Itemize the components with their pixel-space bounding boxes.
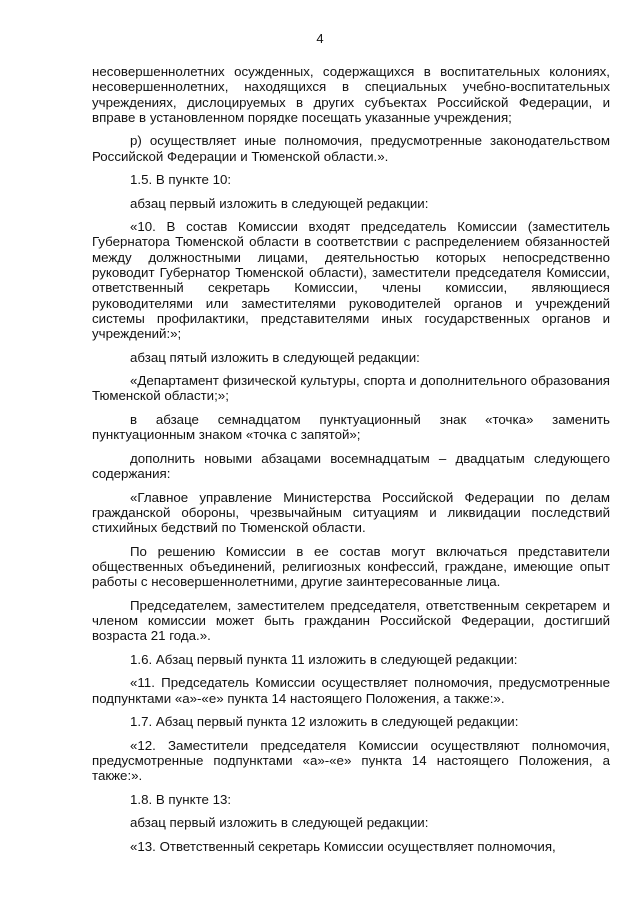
paragraph-commission-members: По решению Комиссии в ее состав могут включаться представители общественных объединений, религиозных конфессий, граждане, имеющие опыт работы с несовершеннолетними, другие заинтересованные лица. [92, 543, 610, 590]
paragraph-subitem-r: р) осуществляет иные полномочия, предусмотренные законодательством Российской Федерации и Тюменской области.». [92, 133, 610, 164]
paragraph-item-1-8: 1.8. В пункте 13: [130, 791, 232, 807]
paragraph-point-12: «12. Заместители председателя Комиссии осуществляют полномочия, предусмотренные подпунктами «а»-«е» пункта 14 настоящего Положения, а также:». [92, 737, 610, 784]
paragraph-instruction: абзац первый изложить в следующей редакции: [130, 195, 429, 211]
paragraph-main-directorate: «Главное управление Министерства Российской Федерации по делам гражданской обороны, чрезвычайным ситуациям и ликвидации последствий стихийных бедствий по Тюменской области. [92, 489, 610, 536]
paragraph-instruction: в абзаце семнадцатом пунктуационный знак «точка» заменить пунктуационным знаком «точка с запятой»; [92, 411, 610, 443]
document-body [92, 64, 610, 862]
paragraph-instruction: абзац первый изложить в следующей редакции: [130, 815, 429, 831]
paragraph-continuation: несовершеннолетних осужденных, содержащихся в воспитательных колониях, несовершеннолетних, находящихся в специальных учебно-воспитательных учреждениях, дислоцируемых в других субъектах Российской Федерации, и вправе в установленном порядке посещать указанные учреждения; [92, 64, 610, 125]
paragraph-point-13: «13. Ответственный секретарь Комиссии осуществляет полномочия, [130, 838, 556, 854]
paragraph-item-1-7: 1.7. Абзац первый пункта 12 изложить в следующей редакции: [130, 714, 519, 730]
paragraph-department: «Департамент физической культуры, спорта и дополнительного образования Тюменской области;»; [92, 373, 610, 404]
paragraph-instruction: абзац пятый изложить в следующей редакции: [130, 349, 420, 365]
paragraph-instruction: дополнить новыми абзацами восемнадцатым – двадцатым следующего содержания: [92, 450, 610, 482]
paragraph-item-1-6: 1.6. Абзац первый пункта 11 изложить в следующей редакции: [130, 651, 518, 667]
paragraph-point-10: «10. В состав Комиссии входят председатель Комиссии (заместитель Губернатора Тюменской области в соответствии с распределением обязанностей между должностными лицами, деятельностью которых непосредственно руководит Губернатор Тюменской области), заместители председателя Комиссии, ответственный секретарь Комиссии, члены комиссии, являющиеся руководителями или заместителями руководителей органов и учреждений системы профилактики, представителями иных государственных органов и учреждений:»; [92, 219, 610, 342]
paragraph-point-11: «11. Председатель Комиссии осуществляет полномочия, предусмотренные подпунктами «а»-«е» пункта 14 настоящего Положения, а также:». [92, 675, 610, 706]
paragraph-age-requirement: Председателем, заместителем председателя, ответственным секретарем и членом комиссии может быть гражданин Российской Федерации, достигший возраста 21 года.». [92, 597, 610, 644]
page-number: 4 [316, 31, 324, 46]
paragraph-item-1-5: 1.5. В пункте 10: [130, 172, 232, 188]
